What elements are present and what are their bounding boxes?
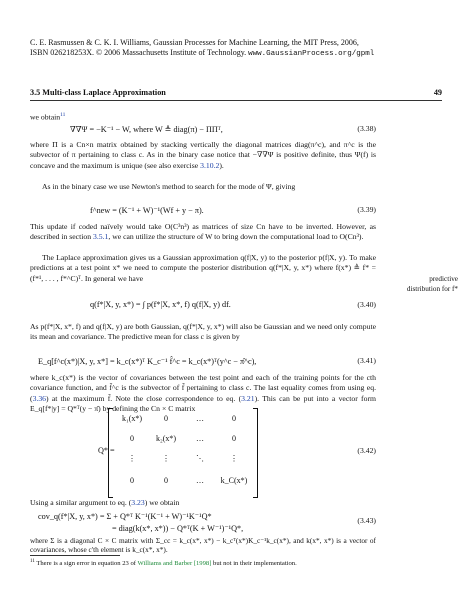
paragraph-covariance-vector: where k_c(x*) is the vector of covariances between the test point and each of the training points for the cth covariance function, and f̂^c is the subvector of f̂ pertaining to class c. The last equality comes from using eq. (3.36) at the maximum f̂. Note the close correspondence to eq. (3.21). This can be put into a vector form E_q[f*|y] = Q*ᵀ(y − π̂) by defining the Cn × C matrix bbox=[30, 373, 376, 413]
footnote: $^{11}$ There is a sign error in equation 23 of Williams and Barber [1998] but not in their implementation. bbox=[30, 559, 297, 568]
exercise-link[interactable]: 3.10.2 bbox=[200, 160, 220, 170]
equation-3-43: cov_q(f*|X, y, x*) = Σ + Q*ᵀ K⁻¹(K⁻¹ + W)⁻¹K⁻¹Q* = diag(k(x*, x*)) − Q*ᵀ(K + W⁻¹)⁻¹Q*, (3.43) bbox=[38, 512, 376, 533]
equation-number: (3.40) bbox=[357, 300, 376, 309]
page-number: 49 bbox=[433, 88, 442, 97]
equation-3-41: E_q[f^c(x*)|X, y, x*] = k_c(x*)ᵀ K_c⁻¹ f̂^c = k_c(x*)ᵀ(y^c − π̂^c), (3.41) bbox=[38, 356, 376, 366]
matrix-lhs: Q* = bbox=[98, 446, 115, 455]
section-link[interactable]: 3.5.1 bbox=[92, 232, 109, 242]
margin-note: predictive distribution for f* bbox=[406, 275, 458, 293]
matrix-row: 0 k₂(x*) … 0 bbox=[130, 434, 236, 443]
equation-number: (3.43) bbox=[357, 516, 376, 525]
equation-link[interactable]: 3.21 bbox=[241, 393, 255, 403]
section-heading bbox=[30, 88, 442, 97]
matrix-q-star bbox=[108, 408, 258, 496]
left-bracket bbox=[108, 408, 113, 498]
equation-3-39: f^new = (K⁻¹ + W)⁻¹(Wf + y − π). (3.39) bbox=[90, 205, 376, 215]
copyright-header-line-2 bbox=[30, 48, 442, 60]
paragraph-sigma-definition: where Σ is a diagonal C × C matrix with Σ_cc = k_c(x*, x*) − k_cᵀ(x*)K_c⁻¹k_c(x*), and k(x*, x*) is a vector of covariances, whose c'th element is k_c(x*, x*). bbox=[30, 536, 376, 555]
paragraph-laplace-prediction: The Laplace approximation gives us a Gaussian approximation q(f|X, y) to the posterior p(f|X, y). To make predictions at a test point x* we need to compute the posterior distribution q(f*|X, y, x*) where f(x*) ≜ f* = (f*¹, . . . , f*^C)ᵀ. In general we have bbox=[30, 253, 376, 283]
equation-3-38: ∇∇Ψ = −K⁻¹ − W, where W ≜ diag(π) − ΠΠᵀ, (3.38) bbox=[70, 124, 376, 134]
equation-number: (3.39) bbox=[357, 205, 376, 214]
paragraph-gaussian-mean: As p(f*|X, x*, f) and q(f|X, y) are both Gaussian, q(f*|X, y, x*) will also be Gaussian and we need only compute its mean and covariance. The predictive mean for class c is given by bbox=[30, 322, 376, 342]
paragraph-complexity: This update if coded naïvely would take O(C³n³) as matrices of size Cn have to be inverted. However, as described in section 3.5.1, we can utilize the structure of W to bring down the computational load to O(Cn³). bbox=[30, 222, 376, 242]
equation-number: (3.41) bbox=[357, 356, 376, 365]
equation-number: (3.42) bbox=[357, 446, 376, 455]
matrix-row: k₁(x*) 0 … 0 bbox=[121, 414, 236, 423]
equation-link[interactable]: 3.23 bbox=[131, 498, 145, 507]
matrix-row: ⋮ ⋮ ⋱ ⋮ bbox=[128, 454, 238, 463]
paragraph-pi-definition: where Π is a Cn×n matrix obtained by stacking vertically the diagonal matrices diag(π^c), and π^c is the subvector of π pertaining to class c. As in the binary case notice that −∇∇Ψ is positive definite, thus Ψ(f) is concave and the maximum is unique (see also exercise 3.10.2). bbox=[30, 140, 376, 170]
copyright-text: ISBN 026218253X. © 2006 Massachusetts Institute of Technology. bbox=[30, 48, 247, 57]
right-bracket bbox=[253, 408, 258, 498]
matrix-row: 0 0 … k_C(x*) bbox=[130, 476, 248, 485]
equation-3-40: q(f*|X, y, x*) = ∫ p(f*|X, x*, f) q(f|X, y) df. (3.40) bbox=[90, 300, 376, 309]
footnote-rule bbox=[30, 555, 120, 556]
equation-number: (3.38) bbox=[357, 124, 376, 133]
paragraph-newton: As in the binary case we use Newton's method to search for the mode of Ψ, giving bbox=[42, 182, 296, 191]
paragraph-similar-argument: Using a similar argument to eq. (3.23) we obtain bbox=[30, 498, 180, 507]
equation-link[interactable]: 3.36 bbox=[32, 393, 47, 403]
header-rule bbox=[30, 100, 442, 101]
paragraph-intro: we obtain$^{11}$ bbox=[30, 112, 66, 122]
citation-link[interactable]: Williams and Barber [1998] bbox=[137, 560, 212, 568]
copyright-header-line-1: C. E. Rasmussen & C. K. I. Williams, Gaussian Processes for Machine Learning, the MIT Press, 2006, bbox=[30, 38, 359, 47]
footnote-marker[interactable]: 11 bbox=[60, 112, 66, 118]
section-title: 3.5 Multi-class Laplace Approximation bbox=[30, 88, 166, 97]
website-url[interactable]: www.GaussianProcess.org/gpml bbox=[248, 50, 375, 58]
